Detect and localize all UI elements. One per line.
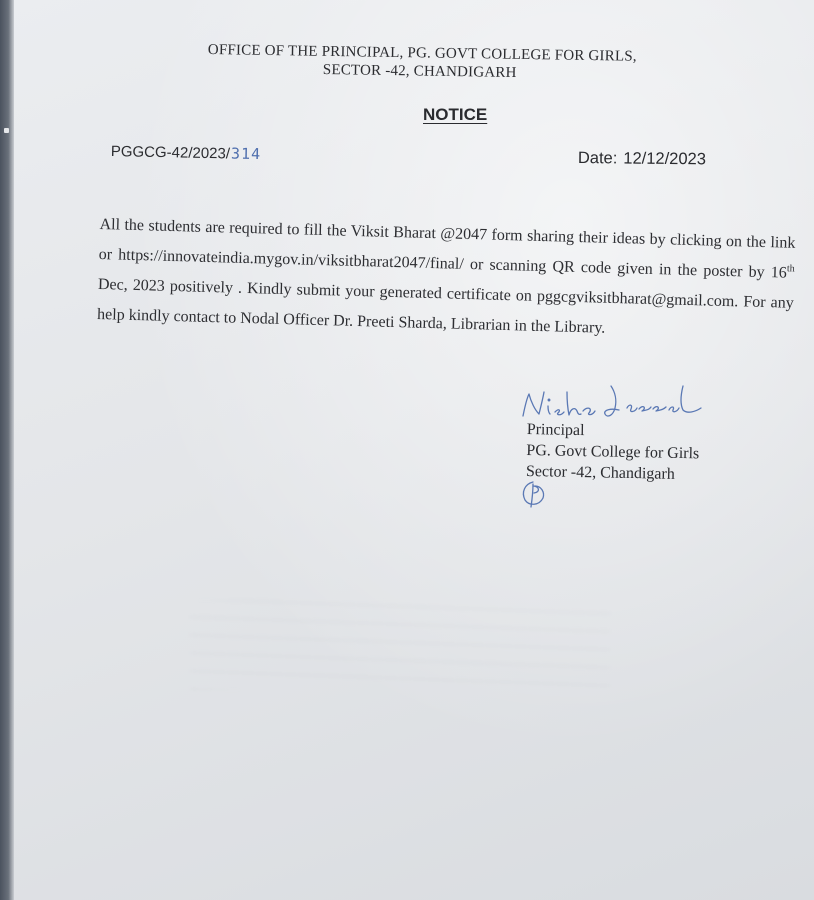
notice-title: NOTICE (423, 105, 488, 124)
office-header-line-1: OFFICE OF THE PRINCIPAL, PG. GOVT COLLEGE FOR GIRLS, (207, 42, 637, 65)
signatory-designation: Principal (526, 420, 585, 440)
notice-date (578, 149, 706, 169)
edge-mark (4, 128, 9, 133)
reference-handwritten-number: 314 (230, 144, 262, 164)
body-text-part2: Dec, 2023 positively . Kindly submit your generated certificate on pggcgviksitbharat@gmail.com. For any help kindly contact to Nodal Officer Dr. Preeti Sharda, Librarian in the Library. (96, 275, 794, 337)
signatory-block (526, 419, 700, 485)
desk-edge (0, 0, 14, 900)
reference-prefix: PGGCG-42/2023/ (110, 142, 231, 163)
reference-number (111, 142, 262, 163)
reverse-side-bleed (190, 600, 610, 690)
date-label: Date: (577, 149, 618, 168)
signatory-institution: PG. Govt College for Girls (526, 441, 700, 463)
date-value: 12/12/2023 (623, 149, 707, 169)
signatory-location: Sector -42, Chandigarh (525, 462, 675, 483)
notice-body (97, 210, 796, 349)
office-header-line-2: SECTOR -42, CHANDIGARH (322, 62, 517, 82)
body-ordinal-suffix: th (786, 263, 795, 275)
body-text-part1: All the students are required to fill the Viksit Bharat @2047 form sharing their ideas by clicking on the link or https://innovateindia.mygov.in/viksitbharat2047/final/ or scanning QR code given in the poster by 16 (98, 215, 796, 282)
handwritten-initial-mark (519, 478, 551, 508)
principal-signature (515, 378, 705, 424)
